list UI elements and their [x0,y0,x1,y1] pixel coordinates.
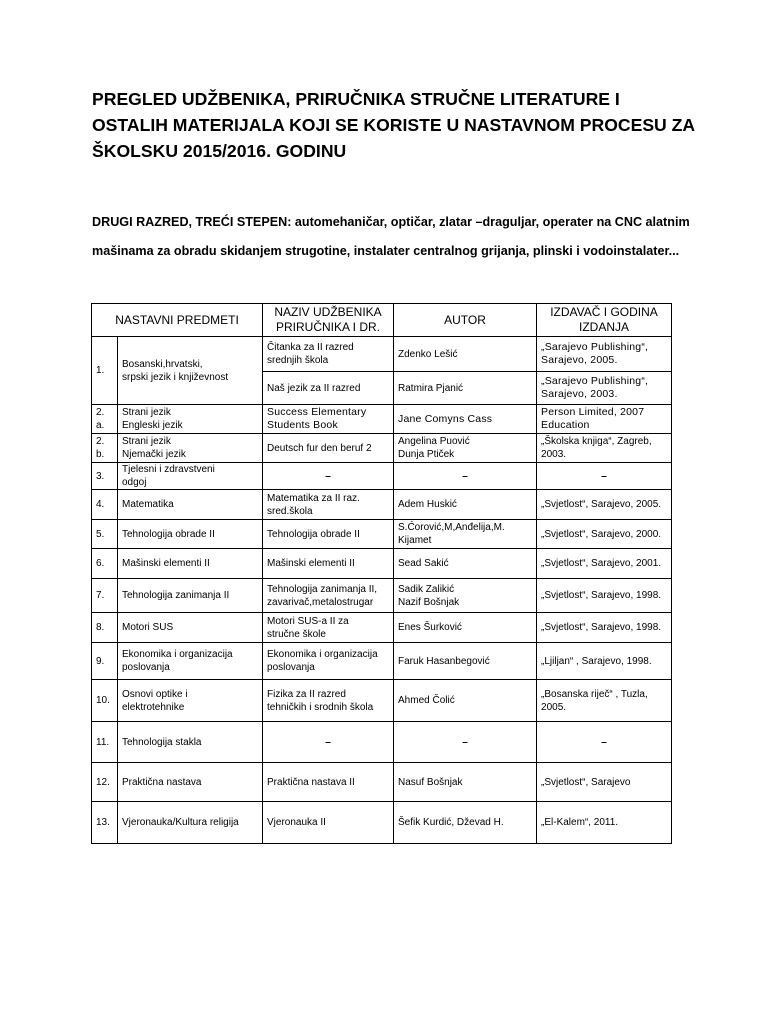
header-book-line-1: NAZIV UDŽBENIKA [274,305,382,319]
table-row [92,579,672,613]
subject-line-2: odgoj [122,477,147,488]
publisher-cell [537,337,672,372]
book-line-2: sred.škola [267,505,313,517]
row-number: 3. [92,463,118,490]
row-number: 1. [92,337,118,405]
subject-line-1: Bosanski,hrvatski, [122,358,203,370]
subject-cell [118,405,263,434]
publisher-line-2: Education [541,419,590,431]
subject-line-2: Engleski jezik [122,420,183,431]
subject-cell: Praktična nastava [118,763,263,802]
book-line-2: stručne škole [267,628,326,640]
author-cell [394,520,537,549]
book-cell [263,405,394,434]
publisher-line-2: 2003. [541,449,567,460]
publisher-line-1: „Bosanska riječ“ , Tuzla, [541,688,648,700]
table-row [92,463,672,490]
row-number: 11. [92,722,118,763]
subject-cell [118,643,263,680]
table-row [92,763,672,802]
header-book [263,304,394,337]
subject-cell: Tehnologija stakla [118,722,263,763]
publisher-cell: „El-Kalem“, 2011. [537,802,672,844]
subject-cell [118,337,263,405]
row-number: 2. a. [92,405,118,434]
subject-line-1: Strani jezik [122,436,171,447]
subject-cell [118,680,263,722]
title-line-1: PREGLED UDŽBENIKA, PRIRUČNIKA STRUČNE LITERATURE I [92,89,620,109]
subtitle-line-1: DRUGI RAZRED, TREĆI STEPEN: automehaničar, optičar, zlatar –draguljar, operater na CNC alatnim [92,215,690,229]
publisher-line-1: „Sarajevo Publishing“, [541,341,649,353]
book-cell: Naš jezik za II razred [263,372,394,405]
subject-cell: Motori SUS [118,613,263,643]
publisher-cell [537,405,672,434]
book-line-2: zavarivač,metalostrugar [267,596,374,608]
row-number: 9. [92,643,118,680]
publisher-line-2: Sarajevo, 2005. [541,354,618,366]
book-cell [263,680,394,722]
row-number: 4. [92,490,118,520]
row-number: 6. [92,549,118,579]
author-cell: Jane Comyns Cass [394,405,537,434]
author-cell: Ahmed Čolić [394,680,537,722]
author-line-1: Angelina Puović [398,436,470,447]
table-row [92,549,672,579]
book-line-1: Tehnologija zanimanja II, [267,583,378,595]
publisher-cell: „Ljiljan“ , Sarajevo, 1998. [537,643,672,680]
publisher-cell: – [537,463,672,490]
table-row [92,643,672,680]
publisher-line-1: Person Limited, 2007 [541,406,645,418]
header-author: AUTOR [394,304,537,337]
subtitle-line-2: mašinama za obradu skidanjem strugotine, instalater centralnog grijanja, plinski i vodoinstalater... [92,244,680,258]
title-line-2: OSTALIH MATERIJALA KOJI SE KORISTE U NASTAVNOM PROCESU ZA [92,115,696,135]
header-subject: NASTAVNI PREDMETI [92,304,263,337]
header-publisher-line-1: IZDAVAČ I GODINA [550,305,658,319]
header-publisher-line-2: IZDANJA [579,320,630,334]
book-cell: Mašinski elementi II [263,549,394,579]
book-cell: – [263,722,394,763]
book-cell: – [263,463,394,490]
table-header-row [92,304,672,337]
subject-cell: Mašinski elementi II [118,549,263,579]
subject-line-2: srpski jezik i književnost [122,371,229,383]
publisher-cell: „Svjetlost“, Sarajevo, 2000. [537,520,672,549]
publisher-cell: „Svjetlost“, Sarajevo, 2001. [537,549,672,579]
author-cell: Sead Sakić [394,549,537,579]
book-cell: Praktična nastava II [263,763,394,802]
publisher-cell: „Svjetlost“, Sarajevo, 2005. [537,490,672,520]
book-line-2: Students Book [267,419,338,431]
textbook-table [91,303,672,844]
book-line-1: Ekonomika i organizacija [267,649,378,660]
publisher-cell: „Svjetlost“, Sarajevo, 1998. [537,579,672,613]
table-row [92,520,672,549]
author-cell [394,579,537,613]
book-cell [263,643,394,680]
publisher-line-1: „Školska knjiga“, Zagreb, [541,436,652,447]
publisher-cell [537,372,672,405]
row-number: 13. [92,802,118,844]
publisher-cell: „Svjetlost“, Sarajevo, 1998. [537,613,672,643]
subject-cell: Tehnologija zanimanja II [118,579,263,613]
subject-line-1: Strani jezik [122,407,171,418]
subject-line-1: Tjelesni i zdravstveni [122,464,215,475]
author-cell: Enes Šurković [394,613,537,643]
publisher-cell: „Svjetlost“, Sarajevo [537,763,672,802]
author-line-1: Sadik Zalikić [398,583,455,595]
author-cell: – [394,463,537,490]
author-line-2: Dunja Ptiček [398,449,455,460]
author-cell: Zdenko Lešić [394,337,537,372]
table-row [92,802,672,844]
author-cell: Nasuf Bošnjak [394,763,537,802]
subject-line-2: poslovanja [122,662,170,673]
author-cell: Faruk Hasanbegović [394,643,537,680]
subject-line-2: elektrotehnike [122,701,185,713]
book-line-2: srednjih škola [267,355,329,366]
subject-cell: Tehnologija obrade II [118,520,263,549]
book-cell: Tehnologija obrade II [263,520,394,549]
publisher-cell [537,680,672,722]
row-number: 8. [92,613,118,643]
book-cell [263,490,394,520]
subject-line-2: Njemački jezik [122,449,186,460]
book-cell: Vjeronauka II [263,802,394,844]
author-cell: Šefik Kurdić, Dževad H. [394,802,537,844]
row-number: 5. [92,520,118,549]
table-row [92,405,672,434]
row-number: 7. [92,579,118,613]
row-number: 2. b. [92,434,118,463]
header-publisher [537,304,672,337]
author-line-2: Kijamet [398,535,432,546]
subject-line-1: Ekonomika i organizacija [122,649,233,660]
title-line-3: ŠKOLSKU 2015/2016. GODINU [92,141,347,161]
book-line-1: Motori SUS-a II za [267,615,349,627]
row-number: 12. [92,763,118,802]
book-line-2: poslovanja [267,662,315,673]
document-title [92,86,696,164]
table-row [92,434,672,463]
table-row [92,337,672,372]
subject-cell: Matematika [118,490,263,520]
subject-line-1: Osnovi optike i [122,688,188,700]
book-line-1: Čitanka za II razred [267,342,354,353]
author-line-2: Nazif Bošnjak [398,596,460,608]
author-cell: Ratmira Pjanić [394,372,537,405]
author-cell: Adem Huskić [394,490,537,520]
book-cell: Deutsch fur den beruf 2 [263,434,394,463]
subject-cell: Vjeronauka/Kultura religija [118,802,263,844]
publisher-cell: – [537,722,672,763]
publisher-cell [537,434,672,463]
book-cell [263,337,394,372]
book-line-1: Success Elementary [267,406,367,418]
book-cell [263,613,394,643]
author-cell [394,434,537,463]
table-row [92,490,672,520]
publisher-line-2: 2005. [541,701,567,713]
table-row [92,680,672,722]
row-number: 10. [92,680,118,722]
publisher-line-1: „Sarajevo Publishing“, [541,375,649,387]
header-book-line-2: PRIRUČNIKA I DR. [276,320,381,334]
table-row [92,613,672,643]
subject-cell [118,463,263,490]
book-line-1: Fizika za II razred [267,688,346,700]
author-line-1: S.Ćorović,M,Anđelija,M. [398,522,505,533]
author-cell: – [394,722,537,763]
table-row [92,722,672,763]
book-line-1: Matematika za II raz. [267,492,360,504]
publisher-line-2: Sarajevo, 2003. [541,388,618,400]
subject-cell [118,434,263,463]
class-description [92,208,692,266]
book-cell [263,579,394,613]
book-line-2: tehničkih i srodnih škola [267,701,374,713]
